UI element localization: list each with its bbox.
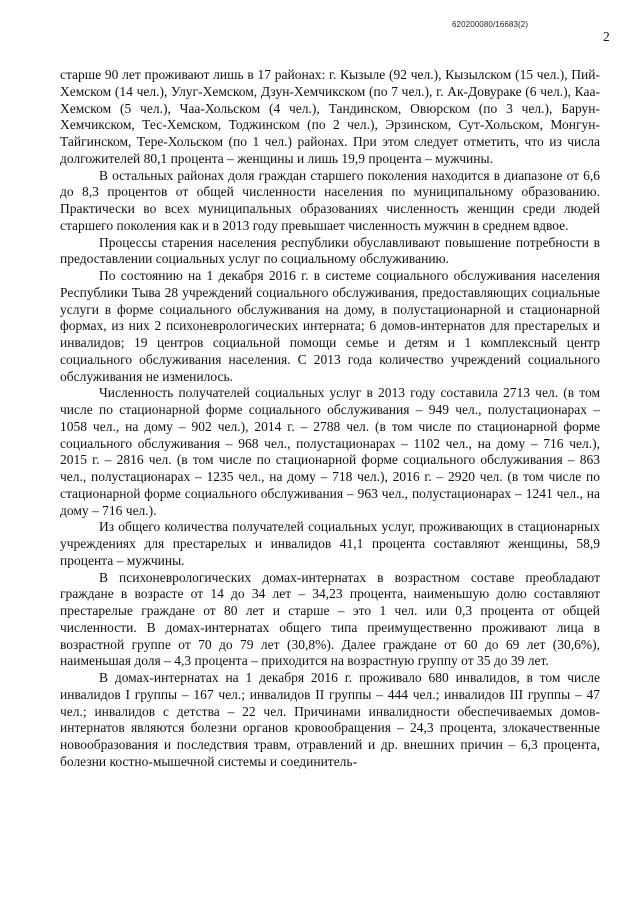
- paragraph-3: Процессы старения населения республики обуславливают повышение потребности в предоставлении социальных услуг по социальному обслуживанию.: [60, 234, 600, 267]
- paragraph-2: В остальных районах доля граждан старшего поколения находится в диапазоне от 6,6 до 8,3 процентов от общей численности населения по муниципальному образованию. Практически во всех муниципальных образованиях численность женщин среди людей старшего поколения как и в 2013 году превышает численность мужчин в среднем вдвое.: [60, 167, 600, 233]
- document-id: 620200080/16683(2): [452, 20, 529, 29]
- document-body: [60, 67, 600, 771]
- paragraph-5: Численность получателей социальных услуг в 2013 году составила 2713 чел. (в том числе по стационарной форме социального обслуживания – 949 чел., полустационарах – 1058 чел., на дому – 902 чел.), 2014 г. – 2788 чел. (в том числе по стационарной форме социального обслуживания – 968 чел., полустационарах – 1102 чел., на дому – 716 чел.), 2015 г. – 2816 чел. (в том числе по стационарной форме социального обслуживания – 863 чел., полустационарах – 1235 чел., на дому – 718 чел.), 2016 г. – 2920 чел. (в том числе по стационарной форме социального обслуживания – 963 чел., полустационарах – 1241 чел., на дому – 716 чел.).: [60, 385, 600, 518]
- paragraph-7: В психоневрологических домах-интернатах в возрастном составе преобладают граждане в возрасте от 14 до 34 лет – 34,23 процента, наименьшую долю составляют престарелые граждане от 80 лет и старше – это 1 чел. или 0,3 процента от общей численности. В домах-интернатах общего типа преимущественно проживают лица в возрастной группе от 70 до 79 лет (30,8%). Далее граждане от 60 до 69 лет (30,6%), наименьшая доля – 4,3 процента – приходится на возрастную группу от 35 до 39 лет.: [60, 569, 600, 669]
- paragraph-6: Из общего количества получателей социальных услуг, проживающих в стационарных учреждениях для престарелых и инвалидов 41,1 процента составляют женщины, 58,9 процента – мужчины.: [60, 519, 600, 568]
- paragraph-4: По состоянию на 1 декабря 2016 г. в системе социального обслуживания населения Республики Тыва 28 учреждений социального обслуживания, предоставляющих социальные услуги в форме социального обслуживания на дому, в полустационарной и стационарной формах, из них 2 психоневрологических интерната; 6 домов-интернатов для престарелых и инвалидов; 19 центров социальной помощи семье и детям и 1 комплексный центр социального обслуживания населения. С 2013 года количество учреждений социального обслуживания не изменилось.: [60, 268, 600, 384]
- paragraph-8: В домах-интернатах на 1 декабря 2016 г. проживало 680 инвалидов, в том числе инвалидов I группы – 167 чел.; инвалидов II группы – 444 чел.; инвалидов III группы – 47 чел.; инвалидов с детства – 22 чел. Причинами инвалидности обеспечиваемых домов-интернатов являются болезни органов кровообращения – 24,3 процента, злокачественные новообразования и последствия травм, отравлений и др. внешних причин – 6,3 процента, болезни костно-мышечной системы и соединитель-: [60, 670, 600, 769]
- page-number: 2: [603, 29, 610, 44]
- paragraph-1: старше 90 лет проживают лишь в 17 районах: г. Кызыле (92 чел.), Кызылском (15 чел.), Пий-Хемском (14 чел.), Улуг-Хемском, Дзун-Хемчикском (по 7 чел.), г. Ак-Довураке (6 чел.), Каа-Хемском (5 чел.), Чаа-Хольском (4 чел.), Тандинском, Овюрском (по 3 чел.), Барун-Хемчикском, Тес-Хемском, Тоджинском (по 2 чел.), Эрзинском, Сут-Хольском, Монгун-Тайгинском, Тере-Хольском (по 1 чел.) районах. При этом следует отметить, что из числа долгожителей 80,1 процента – женщины и лишь 19,9 процента – мужчины.: [60, 67, 600, 166]
